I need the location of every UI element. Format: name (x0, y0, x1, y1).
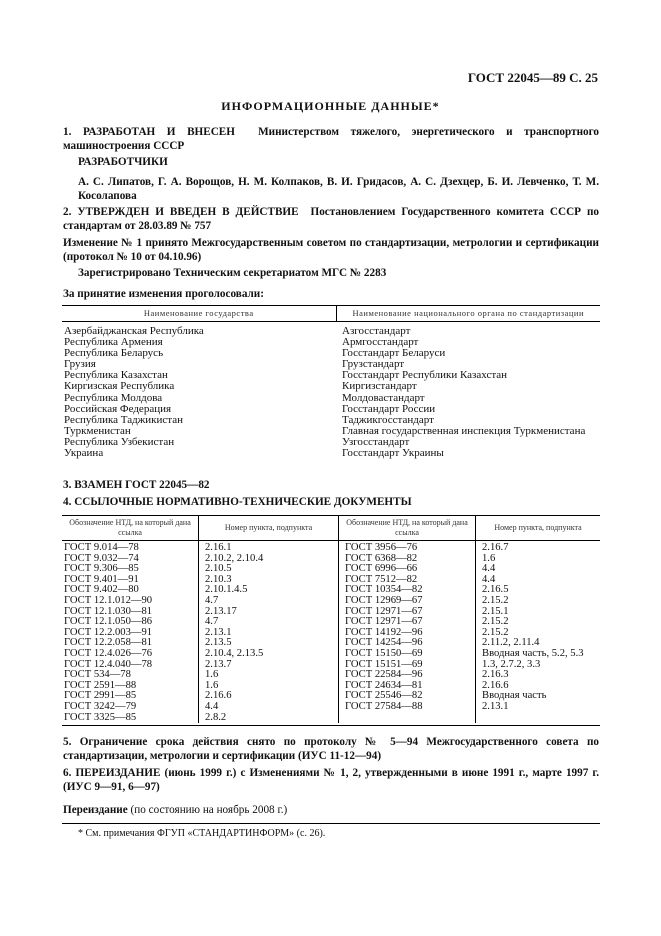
clause-number: 2.13.5 (199, 638, 339, 649)
reference-row (62, 564, 600, 575)
state-name: Республика Армения (64, 336, 163, 349)
vote-table-row (62, 348, 600, 359)
clause-number: 2.13.1 (199, 628, 339, 639)
document-designation: ГОСТ 9.014—78 (64, 542, 139, 553)
standards-body-name: Госстандарт Республики Казахстан (342, 369, 508, 382)
state-name: Грузия (64, 358, 96, 371)
document-designation: ГОСТ 12.1.030—81 (64, 605, 153, 617)
state-name: Российская Федерация (64, 402, 172, 415)
clause-number: 2.15.1 (476, 607, 601, 618)
ref-header-1: Обозначение НТД, на который дана ссылка (62, 516, 199, 541)
section-3: 3. ВЗАМЕН ГОСТ 22045—82 (63, 479, 210, 491)
ref-header-4: Номер пункта, подпункта (476, 516, 601, 541)
clause-number: 2.16.5 (476, 585, 601, 596)
standards-body-name: Узгосстандарт (342, 435, 410, 448)
reference-row (62, 660, 600, 671)
reference-row (62, 596, 600, 607)
clause-number: 2.15.2 (476, 628, 601, 639)
voted-heading: За принятие изменения проголосовали: (63, 288, 264, 300)
clause-number (476, 713, 601, 724)
clause-number: 4.4 (199, 702, 339, 713)
standards-body-name: Госстандарт Украины (342, 447, 444, 460)
document-designation: ГОСТ 12971—67 (339, 617, 476, 628)
document-designation: ГОСТ 12.4.040—78 (64, 658, 153, 670)
state-name: Республика Беларусь (64, 347, 164, 360)
clause-number: 2.10.2, 2.10.4 (199, 554, 339, 565)
document-designation: ГОСТ 12.4.026—76 (64, 647, 153, 659)
table-bottom-rule (62, 723, 600, 726)
page-title: ИНФОРМАЦИОННЫЕ ДАННЫЕ* (221, 99, 440, 113)
rule-cell (339, 723, 476, 726)
vote-table-header-state: Наименование государства (62, 306, 336, 322)
document-designation: ГОСТ 12.1.012—90 (64, 594, 153, 606)
document-designation: ГОСТ 3325—85 (64, 711, 137, 723)
section-2-heading: 2. УТВЕРЖДЕН И ВВЕДЕН В ДЕЙСТВИЕ (63, 206, 299, 218)
clause-number: 2.15.2 (476, 596, 601, 607)
clause-number: 4.4 (476, 564, 601, 575)
ref-header-3: Обозначение НТД, на который дана ссылка (339, 516, 476, 541)
clause-number: 4.7 (199, 596, 339, 607)
clause-number: 2.16.6 (199, 691, 339, 702)
document-designation: ГОСТ 12969—67 (339, 596, 476, 607)
standards-body-name: Таджикгосстандарт (342, 413, 434, 426)
reissue-text: (по состоянию на ноябрь 2008 г.) (130, 804, 288, 816)
state-name: Республика Казахстан (64, 369, 168, 382)
document-designation: ГОСТ 27584—88 (339, 702, 476, 713)
clause-number: 2.15.2 (476, 617, 601, 628)
vote-table-row (62, 393, 600, 404)
section-2 (63, 205, 599, 233)
clause-number: 2.16.6 (476, 681, 601, 692)
document-designation: ГОСТ 15151—69 (339, 660, 476, 671)
document-designation: ГОСТ 12971—67 (339, 607, 476, 618)
reference-row (62, 713, 600, 724)
document-designation: ГОСТ 12.2.003—91 (64, 626, 153, 638)
clause-number: 4.4 (476, 575, 601, 586)
section-1-text: Министерством тяжелого, энергетического и транспортного машиностроения СССР (63, 126, 600, 152)
ref-header-2: Номер пункта, подпункта (199, 516, 339, 541)
document-designation: ГОСТ 2991—85 (64, 690, 137, 702)
document-designation: ГОСТ 14254—96 (339, 638, 476, 649)
rule-cell (199, 723, 339, 726)
state-name: Республика Узбекистан (64, 435, 175, 448)
document-designation (339, 713, 476, 724)
standards-body-name: Госстандарт Беларуси (342, 347, 446, 360)
standards-body-name: Киргизстандарт (342, 380, 417, 393)
clause-number: 1.6 (199, 681, 339, 692)
clause-number: Вводная часть (476, 691, 601, 702)
document-designation: ГОСТ 10354—82 (339, 585, 476, 596)
amendment-note: Изменение № 1 принято Межгосударственным советом по стандартизации, метрологии и сертификации (протокол № 10 от 04.10.96) (63, 237, 599, 263)
vote-table-row (62, 437, 600, 448)
clause-number: 1.6 (476, 554, 601, 565)
document-designation: ГОСТ 9.032—74 (64, 552, 139, 564)
reissue-note (63, 803, 599, 817)
document-designation: ГОСТ 25546—82 (339, 691, 476, 702)
section-2-text: Постановлением Государственного комитета СССР по стандартам от 28.03.89 № 757 (63, 206, 599, 232)
standards-body-name: Молдовастандарт (342, 391, 425, 404)
vote-table-row (62, 448, 600, 459)
clause-number: 2.16.1 (199, 541, 339, 554)
state-name: Туркменистан (64, 424, 131, 437)
document-designation: ГОСТ 9.401—91 (64, 573, 139, 585)
vote-table-row (62, 322, 600, 338)
vote-table-header-body: Наименование национального органа по стандартизации (336, 306, 600, 322)
section-4: 4. ССЫЛОЧНЫЕ НОРМАТИВНО-ТЕХНИЧЕСКИЕ ДОКУМЕНТЫ (63, 496, 412, 508)
clause-number: Вводная часть, 5.2, 5.3 (476, 649, 601, 660)
document-designation: ГОСТ 9.402—80 (64, 584, 139, 596)
clause-number: 2.11.2, 2.11.4 (476, 638, 601, 649)
section-5: 5. Ограничение срока действия снято по протоколу № 5—94 Межгосударственного совета по стандартизации, метрологии и сертификации (ИУС 11-12—94) (63, 736, 599, 762)
reissue-heading: Переиздание (63, 804, 128, 816)
reference-row (62, 575, 600, 586)
developers-list: А. С. Липатов, Г. А. Ворощов, Н. М. Колпаков, В. И. Гридасов, А. С. Дзехцер, Б. И. Левченко, Т. М. Косолапова (78, 176, 599, 202)
footnote: * См. примечания ФГУП «СТАНДАРТИНФОРМ» (с. 26). (78, 828, 326, 839)
divider (62, 823, 600, 824)
document-designation: ГОСТ 12.2.058—81 (64, 637, 153, 649)
clause-number: 2.10.5 (199, 564, 339, 575)
rule-cell (476, 723, 601, 726)
document-designation: ГОСТ 9.306—85 (64, 563, 139, 575)
reference-row (62, 691, 600, 702)
state-name: Азербайджанская Республика (64, 325, 204, 337)
clause-number: 2.10.3 (199, 575, 339, 586)
document-designation: ГОСТ 24634—81 (339, 681, 476, 692)
clause-number: 2.10.1.4.5 (199, 585, 339, 596)
reference-table (62, 515, 600, 726)
clause-number: 2.13.1 (476, 702, 601, 713)
clause-number: 2.10.4, 2.13.5 (199, 649, 339, 660)
vote-table-row (62, 381, 600, 392)
reference-row (62, 702, 600, 713)
document-designation: ГОСТ 12.1.050—86 (64, 616, 153, 628)
section-1 (63, 125, 599, 153)
rule-cell (62, 723, 199, 726)
document-designation: ГОСТ 15150—69 (339, 649, 476, 660)
standards-body-name: Грузстандарт (342, 358, 405, 371)
document-designation: ГОСТ 2591—88 (64, 679, 137, 691)
standards-body-name: Госстандарт России (342, 402, 436, 415)
document-designation: ГОСТ 534—78 (64, 669, 131, 681)
document-designation: ГОСТ 22584—96 (339, 670, 476, 681)
state-name: Украина (64, 447, 104, 460)
clause-number: 1.6 (199, 670, 339, 681)
clause-number: 2.13.7 (199, 660, 339, 671)
standards-body-name: Главная государственная инспекция Туркменистана (342, 424, 586, 437)
standards-body-name: Азгосстандарт (342, 325, 411, 337)
standards-body-name: Армгосстандарт (342, 336, 419, 349)
clause-number: 2.16.7 (476, 541, 601, 554)
registration-note: Зарегистрировано Техническим секретариатом МГС № 2283 (78, 267, 387, 279)
state-name: Киргизская Республика (64, 380, 175, 393)
reference-row (62, 541, 600, 554)
clause-number: 2.16.3 (476, 670, 601, 681)
state-name: Республика Молдова (64, 391, 163, 404)
page-header: ГОСТ 22045—89 С. 25 (467, 70, 598, 85)
document-designation: ГОСТ 14192—96 (339, 628, 476, 639)
section-6: 6. ПЕРЕИЗДАНИЕ (июнь 1999 г.) с Изменениями № 1, 2, утвержденными в июне 1991 г., марте 1997 г. (ИУС 9—91, 6—97) (63, 767, 599, 793)
document-designation: ГОСТ 7512—82 (339, 575, 476, 586)
clause-number: 4.7 (199, 617, 339, 628)
reference-row (62, 554, 600, 565)
clause-number: 2.8.2 (199, 713, 339, 724)
section-1-heading: 1. РАЗРАБОТАН И ВНЕСЕН (63, 126, 235, 138)
document-designation: ГОСТ 3956—76 (339, 541, 476, 554)
document-designation: ГОСТ 3242—79 (64, 700, 137, 712)
state-name: Республика Таджикистан (64, 413, 183, 426)
document-designation: ГОСТ 6368—82 (339, 554, 476, 565)
developers-heading: РАЗРАБОТЧИКИ (78, 156, 168, 168)
vote-table (62, 305, 600, 459)
clause-number: 1.3, 2.7.2, 3.3 (476, 660, 601, 671)
document-designation: ГОСТ 6996—66 (339, 564, 476, 575)
reference-row (62, 670, 600, 681)
reference-row (62, 649, 600, 660)
clause-number: 2.13.17 (199, 607, 339, 618)
